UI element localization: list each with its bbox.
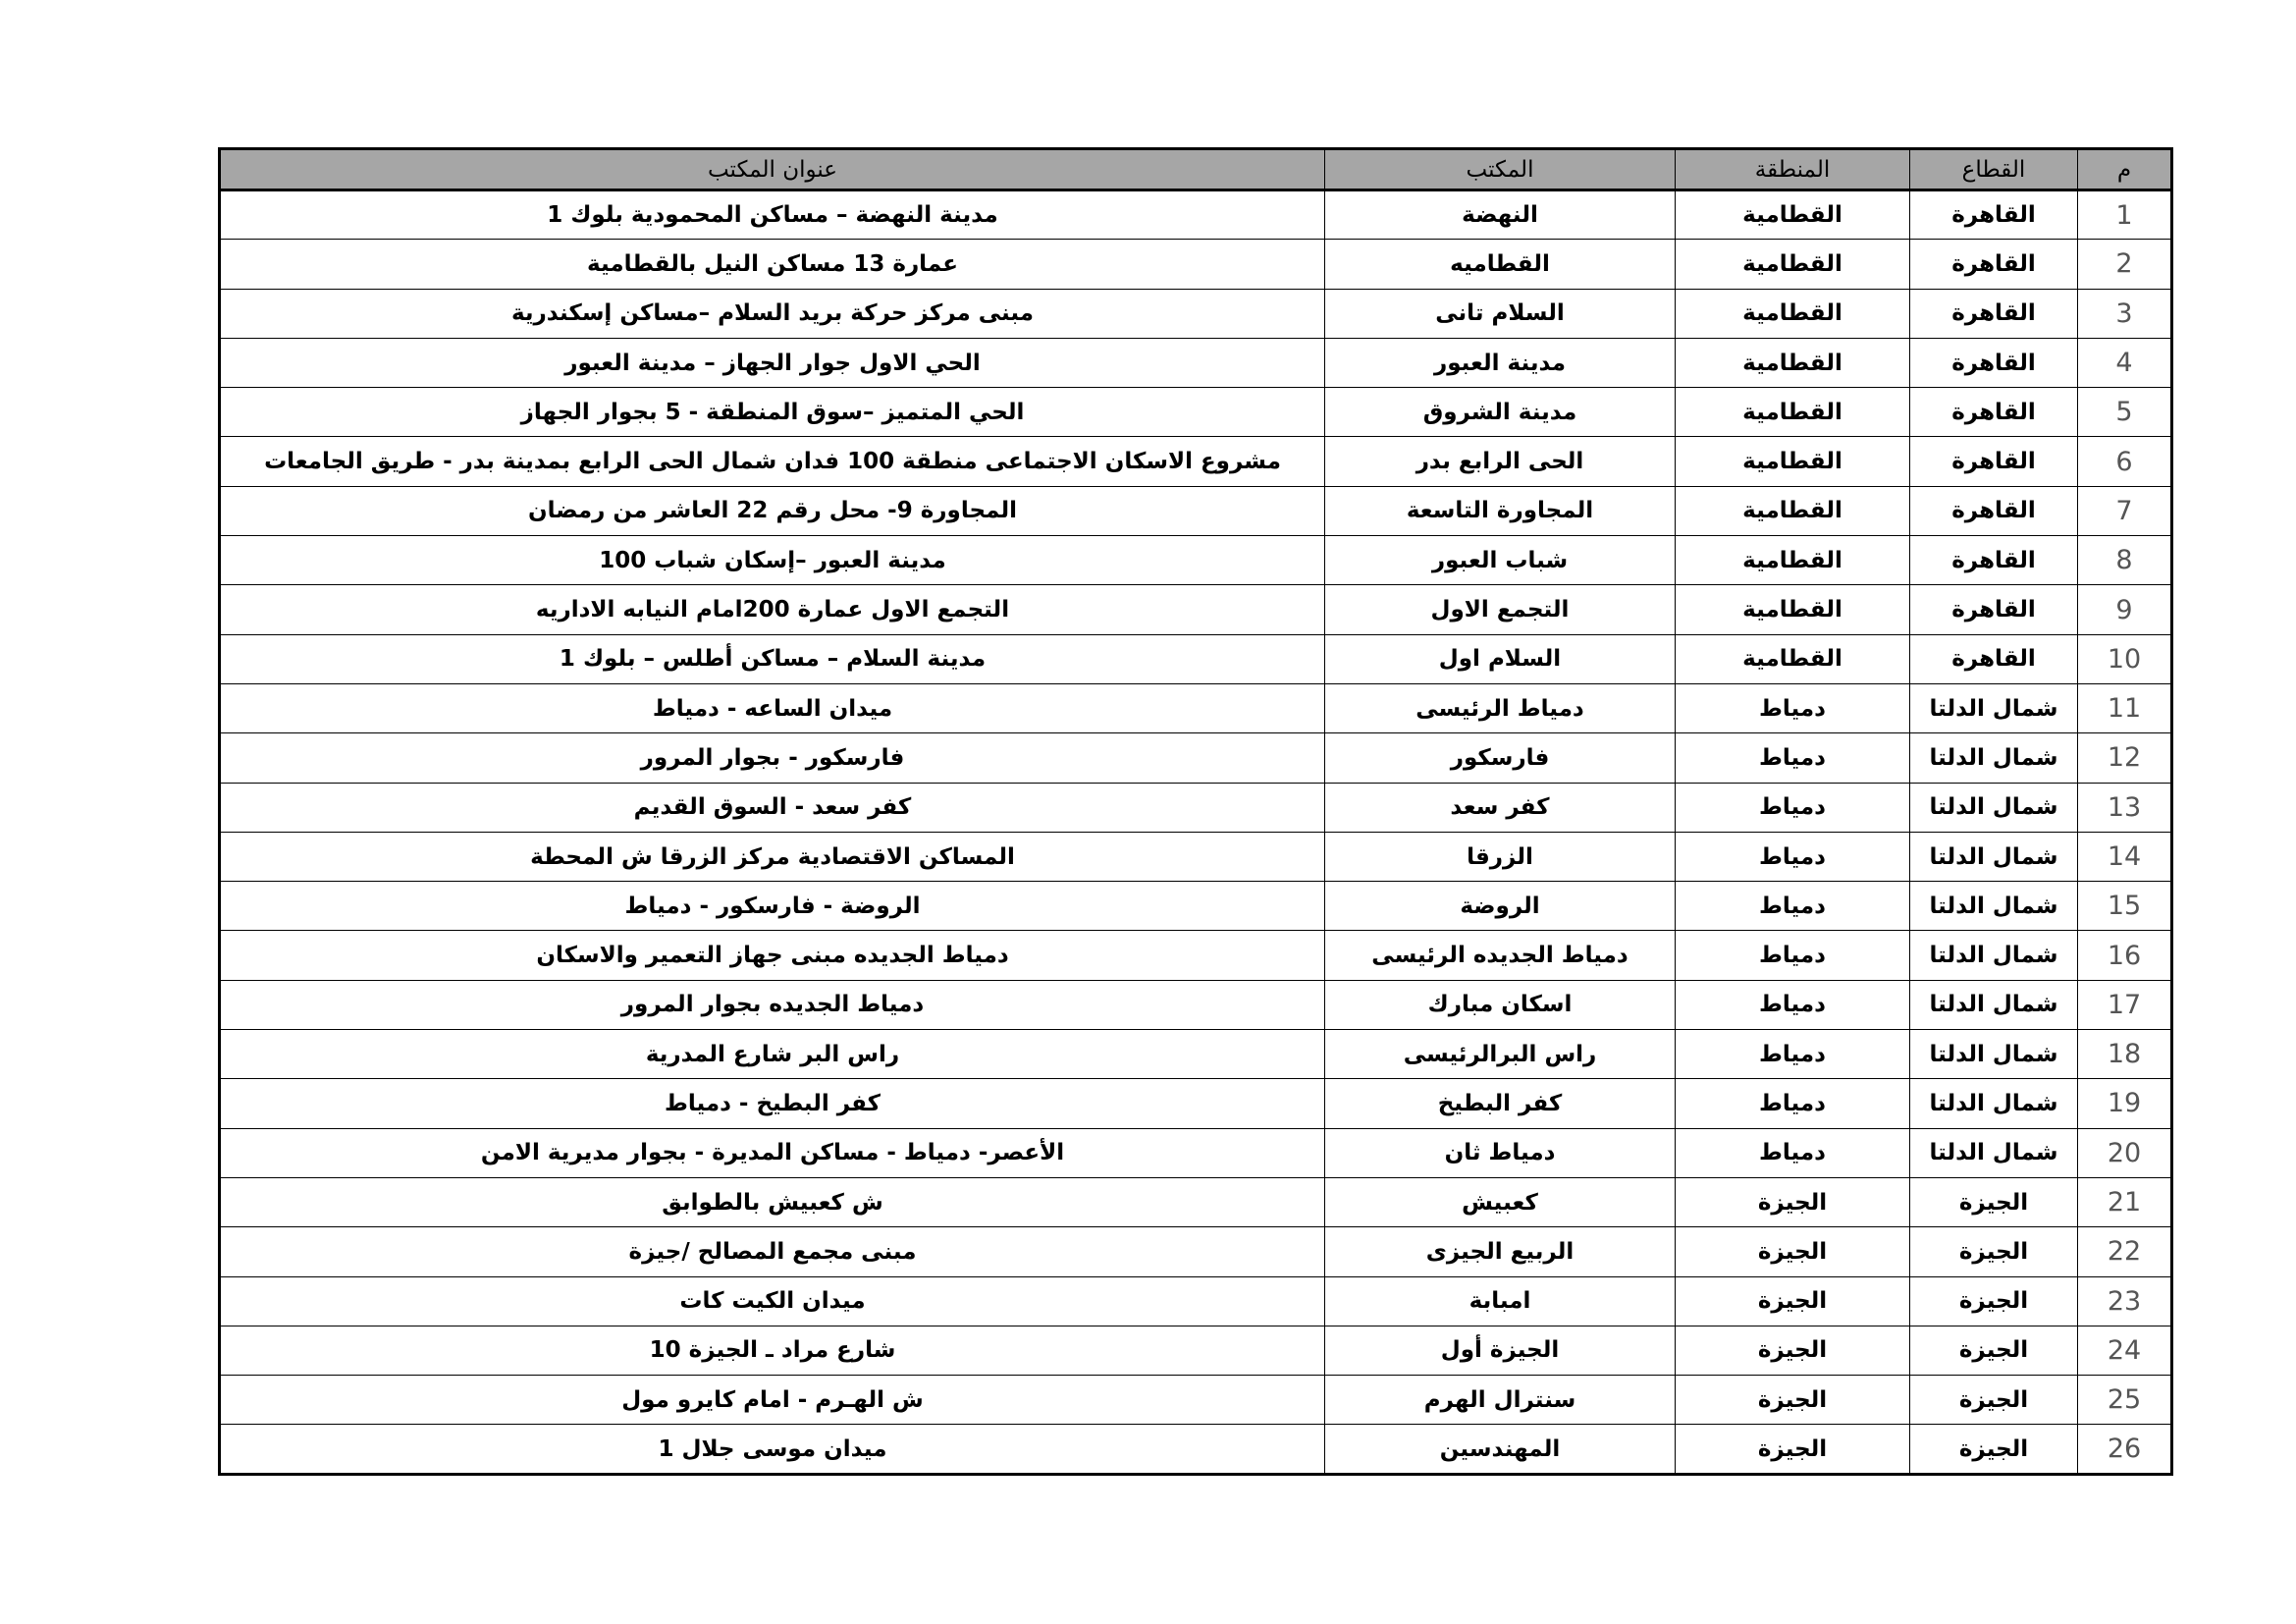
cell-office: امبابة (1325, 1276, 1676, 1326)
cell-region: القطامية (1676, 437, 1910, 486)
cell-num: 17 (2078, 980, 2172, 1029)
cell-address: فارسكور - بجوار المرور (220, 733, 1325, 783)
cell-region: القطامية (1676, 338, 1910, 387)
cell-region: الجيزة (1676, 1425, 1910, 1474)
cell-office: الجيزة أول (1325, 1326, 1676, 1375)
cell-address: مبنى مجمع المصالح /جيزة (220, 1227, 1325, 1276)
table-row (220, 1276, 2172, 1326)
cell-address: التجمع الاول عمارة 200امام النيابه الاداريه (220, 585, 1325, 634)
header-num: م (2078, 149, 2172, 190)
offices-table (218, 147, 2173, 1476)
cell-region: الجيزة (1676, 1227, 1910, 1276)
cell-num: 9 (2078, 585, 2172, 634)
cell-num: 5 (2078, 388, 2172, 437)
cell-num: 1 (2078, 190, 2172, 240)
table-body (220, 190, 2172, 1475)
table-row (220, 634, 2172, 683)
header-region: المنطقة (1676, 149, 1910, 190)
cell-num: 15 (2078, 882, 2172, 931)
cell-office: القطاميه (1325, 240, 1676, 289)
cell-sector: الجيزة (1910, 1276, 2078, 1326)
cell-sector: الجيزة (1910, 1227, 2078, 1276)
cell-region: دمياط (1676, 882, 1910, 931)
cell-num: 8 (2078, 536, 2172, 585)
cell-address: دمياط الجديده مبنى جهاز التعمير والاسكان (220, 931, 1325, 980)
cell-office: راس البرالرئيسى (1325, 1030, 1676, 1079)
cell-region: دمياط (1676, 1128, 1910, 1177)
cell-num: 24 (2078, 1326, 2172, 1375)
cell-sector: القاهرة (1910, 536, 2078, 585)
cell-office: دمياط الجديده الرئيسى (1325, 931, 1676, 980)
cell-region: دمياط (1676, 733, 1910, 783)
cell-num: 23 (2078, 1276, 2172, 1326)
cell-sector: الجيزة (1910, 1376, 2078, 1425)
cell-sector: شمال الدلتا (1910, 733, 2078, 783)
cell-region: الجيزة (1676, 1276, 1910, 1326)
table-row (220, 1030, 2172, 1079)
table-row (220, 338, 2172, 387)
cell-office: التجمع الاول (1325, 585, 1676, 634)
cell-office: فارسكور (1325, 733, 1676, 783)
cell-num: 22 (2078, 1227, 2172, 1276)
cell-num: 7 (2078, 486, 2172, 535)
table-row (220, 1376, 2172, 1425)
cell-region: القطامية (1676, 486, 1910, 535)
table-row (220, 240, 2172, 289)
cell-sector: شمال الدلتا (1910, 683, 2078, 732)
header-office: المكتب (1325, 149, 1676, 190)
table-row (220, 190, 2172, 240)
cell-num: 12 (2078, 733, 2172, 783)
cell-office: السلام تانى (1325, 289, 1676, 338)
cell-office: الحى الرابع بدر (1325, 437, 1676, 486)
cell-region: دمياط (1676, 931, 1910, 980)
cell-address: مبنى مركز حركة بريد السلام –مساكن إسكندرية (220, 289, 1325, 338)
cell-address: الحي الاول جوار الجهاز – مدينة العبور (220, 338, 1325, 387)
cell-region: الجيزة (1676, 1177, 1910, 1226)
cell-address: الحي المتميز –سوق المنطقة - 5 بجوار الجهاز (220, 388, 1325, 437)
cell-region: القطامية (1676, 585, 1910, 634)
table-row (220, 783, 2172, 832)
cell-address: مشروع الاسكان الاجتماعى منطقة 100 فدان شمال الحى الرابع بمدينة بدر - طريق الجامعات (220, 437, 1325, 486)
cell-num: 25 (2078, 1376, 2172, 1425)
cell-num: 3 (2078, 289, 2172, 338)
cell-region: الجيزة (1676, 1326, 1910, 1375)
cell-sector: القاهرة (1910, 437, 2078, 486)
cell-office: شباب العبور (1325, 536, 1676, 585)
cell-sector: شمال الدلتا (1910, 1079, 2078, 1128)
cell-address: ميدان الساعه - دمياط (220, 683, 1325, 732)
cell-office: الزرقا (1325, 832, 1676, 881)
cell-region: القطامية (1676, 634, 1910, 683)
table-header (220, 149, 2172, 190)
cell-office: دمياط الرئيسى (1325, 683, 1676, 732)
cell-region: القطامية (1676, 388, 1910, 437)
cell-office: المجاورة التاسعة (1325, 486, 1676, 535)
cell-address: كفر البطيخ - دمياط (220, 1079, 1325, 1128)
cell-num: 14 (2078, 832, 2172, 881)
cell-address: عمارة 13 مساكن النيل بالقطامية (220, 240, 1325, 289)
cell-sector: القاهرة (1910, 338, 2078, 387)
cell-num: 13 (2078, 783, 2172, 832)
table-row (220, 832, 2172, 881)
cell-office: اسكان مبارك (1325, 980, 1676, 1029)
cell-sector: شمال الدلتا (1910, 1128, 2078, 1177)
table-row (220, 486, 2172, 535)
cell-address: الروضة - فارسكور - دمياط (220, 882, 1325, 931)
table-row (220, 388, 2172, 437)
cell-sector: القاهرة (1910, 240, 2078, 289)
cell-num: 20 (2078, 1128, 2172, 1177)
cell-office: السلام اول (1325, 634, 1676, 683)
cell-region: الجيزة (1676, 1376, 1910, 1425)
cell-address: المساكن الاقتصادية مركز الزرقا ش المحطة (220, 832, 1325, 881)
table-row (220, 1326, 2172, 1375)
cell-num: 11 (2078, 683, 2172, 732)
cell-sector: القاهرة (1910, 289, 2078, 338)
cell-num: 19 (2078, 1079, 2172, 1128)
header-row (220, 149, 2172, 190)
cell-num: 10 (2078, 634, 2172, 683)
table-row (220, 1128, 2172, 1177)
cell-sector: الجيزة (1910, 1326, 2078, 1375)
cell-sector: القاهرة (1910, 486, 2078, 535)
cell-sector: الجيزة (1910, 1425, 2078, 1474)
cell-office: مدينة الشروق (1325, 388, 1676, 437)
header-address: عنوان المكتب (220, 149, 1325, 190)
cell-office: كفر البطيخ (1325, 1079, 1676, 1128)
table-row (220, 733, 2172, 783)
table-row (220, 1177, 2172, 1226)
cell-sector: شمال الدلتا (1910, 882, 2078, 931)
cell-region: دمياط (1676, 1079, 1910, 1128)
cell-sector: القاهرة (1910, 585, 2078, 634)
header-sector: القطاع (1910, 149, 2078, 190)
cell-sector: الجيزة (1910, 1177, 2078, 1226)
cell-region: دمياط (1676, 980, 1910, 1029)
table-row (220, 882, 2172, 931)
cell-address: شارع مراد ـ الجيزة 10 (220, 1326, 1325, 1375)
cell-region: دمياط (1676, 783, 1910, 832)
cell-office: الروضة (1325, 882, 1676, 931)
cell-address: مدينة العبور –إسكان شباب 100 (220, 536, 1325, 585)
table-row (220, 585, 2172, 634)
cell-region: القطامية (1676, 190, 1910, 240)
cell-office: سنترال الهرم (1325, 1376, 1676, 1425)
cell-region: دمياط (1676, 832, 1910, 881)
cell-office: دمياط ثان (1325, 1128, 1676, 1177)
cell-address: مدينة النهضة – مساكن المحمودية بلوك 1 (220, 190, 1325, 240)
cell-address: مدينة السلام – مساكن أطلس – بلوك 1 (220, 634, 1325, 683)
cell-sector: القاهرة (1910, 388, 2078, 437)
cell-region: دمياط (1676, 1030, 1910, 1079)
cell-address: ميدان الكيت كات (220, 1276, 1325, 1326)
cell-num: 26 (2078, 1425, 2172, 1474)
cell-num: 16 (2078, 931, 2172, 980)
cell-address: ش كعبيش بالطوابق (220, 1177, 1325, 1226)
table-row (220, 1079, 2172, 1128)
cell-region: دمياط (1676, 683, 1910, 732)
table-row (220, 1227, 2172, 1276)
cell-office: مدينة العبور (1325, 338, 1676, 387)
cell-sector: شمال الدلتا (1910, 980, 2078, 1029)
table-row (220, 289, 2172, 338)
cell-sector: القاهرة (1910, 190, 2078, 240)
cell-num: 4 (2078, 338, 2172, 387)
cell-num: 18 (2078, 1030, 2172, 1079)
cell-num: 2 (2078, 240, 2172, 289)
cell-address: راس البر شارع المدرية (220, 1030, 1325, 1079)
table-row (220, 980, 2172, 1029)
cell-region: القطامية (1676, 240, 1910, 289)
table-row (220, 683, 2172, 732)
table-row (220, 536, 2172, 585)
cell-address: دمياط الجديده بجوار المرور (220, 980, 1325, 1029)
cell-region: القطامية (1676, 536, 1910, 585)
cell-num: 21 (2078, 1177, 2172, 1226)
cell-sector: شمال الدلتا (1910, 783, 2078, 832)
cell-address: ش الهـرم - امام كايرو مول (220, 1376, 1325, 1425)
cell-address: كفر سعد - السوق القديم (220, 783, 1325, 832)
cell-sector: شمال الدلتا (1910, 931, 2078, 980)
cell-sector: شمال الدلتا (1910, 1030, 2078, 1079)
table-row (220, 1425, 2172, 1474)
cell-address: الأعصر- دمياط - مساكن المديرة - بجوار مديرية الامن (220, 1128, 1325, 1177)
cell-office: المهندسين (1325, 1425, 1676, 1474)
cell-office: كفر سعد (1325, 783, 1676, 832)
cell-sector: شمال الدلتا (1910, 832, 2078, 881)
table-row (220, 931, 2172, 980)
cell-region: القطامية (1676, 289, 1910, 338)
cell-office: النهضة (1325, 190, 1676, 240)
cell-sector: القاهرة (1910, 634, 2078, 683)
cell-address: المجاورة 9- محل رقم 22 العاشر من رمضان (220, 486, 1325, 535)
cell-num: 6 (2078, 437, 2172, 486)
table-row (220, 437, 2172, 486)
cell-address: ميدان موسى جلال 1 (220, 1425, 1325, 1474)
cell-office: الربيع الجيزى (1325, 1227, 1676, 1276)
cell-office: كعبيش (1325, 1177, 1676, 1226)
